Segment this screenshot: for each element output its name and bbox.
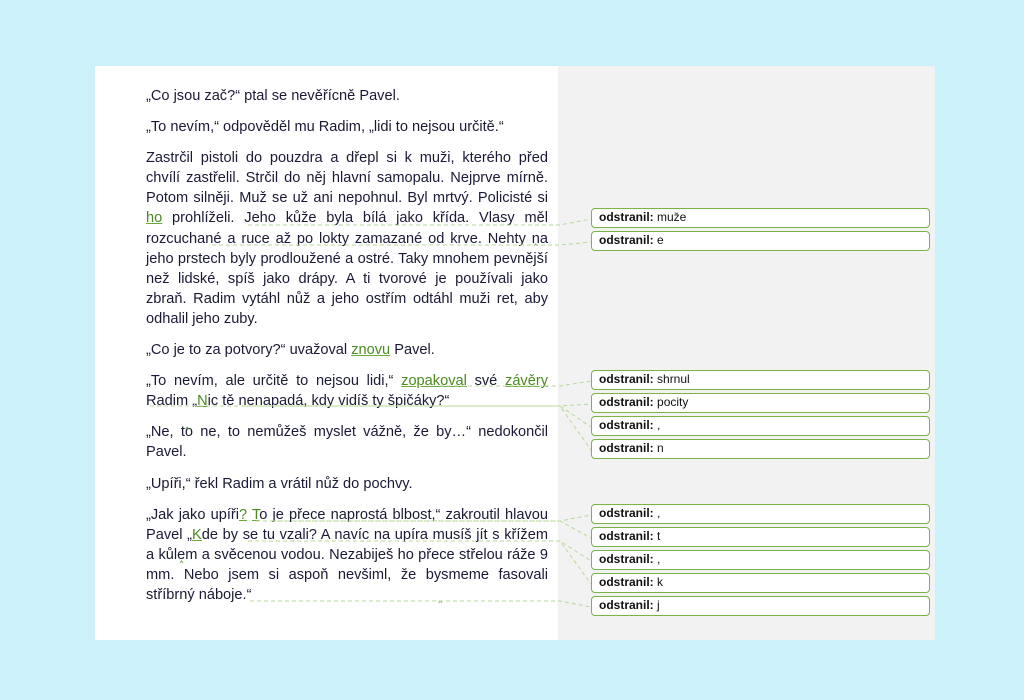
comment-balloon[interactable]: odstranil: t: [591, 527, 930, 547]
insertion-N[interactable]: N: [197, 393, 208, 410]
paragraph-3: Zastrčil pistoli do pouzdra a dřepl si k muži, kterého před chvílí zastřelil. Strčil do něj hlavní samopalu. Nejprve mírně. Potom silněji. Muž se už ani nepohnul. Byl mrtvý. Policisté si ho prohlíželi. Jeho kůže byla bílá jako křída. Vlasy měl rozcuchané a ruce až po lokty zamazané od krve. Nehty na jeho prstech byly prodloužené a ostré. Taky mnohem pevnější než lidské, spíš jako drápy. A ti tvorové je používali jako zbraň. Radim vytáhl nůž a jeho ostřím odtáhl muži ret, aby odhalil jeho zuby.: [146, 150, 548, 327]
comment-balloon[interactable]: odstranil: ,: [591, 416, 930, 436]
paragraph-1: „Co jsou zač?“ ptal se nevěřícně Pavel.: [146, 88, 400, 104]
insertion-K[interactable]: K: [192, 526, 202, 543]
paragraph-8: „Jak jako upíři? To je přece naprostá blbost,“ zakroutil hlavou Pavel „Kde by se tu vzali? A navíc na upíra musíš jít s křížem a kůlem a svěcenou vodou. Nezabiješ ho přece střelou ráže 9 mm. Nebo jsem si aspoň nevšiml, že bysmeme fasovali stříbrný náboje.“: [146, 506, 549, 603]
insertion-zavery[interactable]: závěry: [505, 373, 548, 390]
paragraph-6: „Ne, to ne, to nemůžeš myslet vážně, že by…“ nedokončil Pavel.: [146, 424, 548, 461]
comment-balloon[interactable]: odstranil: shrnul: [591, 370, 930, 390]
comment-balloon[interactable]: odstranil: e: [591, 231, 930, 251]
comment-balloon[interactable]: odstranil: pocity: [591, 393, 930, 413]
document-body[interactable]: [146, 86, 548, 616]
comment-balloon[interactable]: odstranil: k: [591, 573, 930, 593]
insertion-zopakoval[interactable]: zopakoval: [401, 373, 467, 390]
insertion-znovu[interactable]: znovu: [351, 342, 391, 359]
paragraph-5: „To nevím, ale určitě to nejsou lidi,“ zopakoval své závěry Radim „Nic tě nenapadá, kdy vidíš ty špičáky?“: [146, 373, 548, 410]
comment-balloon[interactable]: odstranil: ,: [591, 550, 930, 570]
paragraph-2: „To nevím,“ odpověděl mu Radim, „lidi to nejsou určitě.“: [146, 119, 504, 136]
insertion-ho[interactable]: ho: [146, 210, 163, 227]
paragraph-4: „Co je to za potvory?“ uvažoval znovu Pavel.: [146, 342, 435, 359]
insertion-question[interactable]: ?: [238, 506, 248, 523]
comment-balloon[interactable]: odstranil: ,: [591, 504, 930, 524]
paragraph-7: „Upíři,“ řekl Radim a vrátil nůž do pochvy.: [146, 475, 413, 492]
insertion-T[interactable]: T: [251, 506, 260, 523]
comment-balloon[interactable]: odstranil: n: [591, 439, 930, 459]
comment-balloon[interactable]: odstranil: j: [591, 596, 930, 616]
comment-balloon[interactable]: odstranil: muže: [591, 208, 930, 228]
